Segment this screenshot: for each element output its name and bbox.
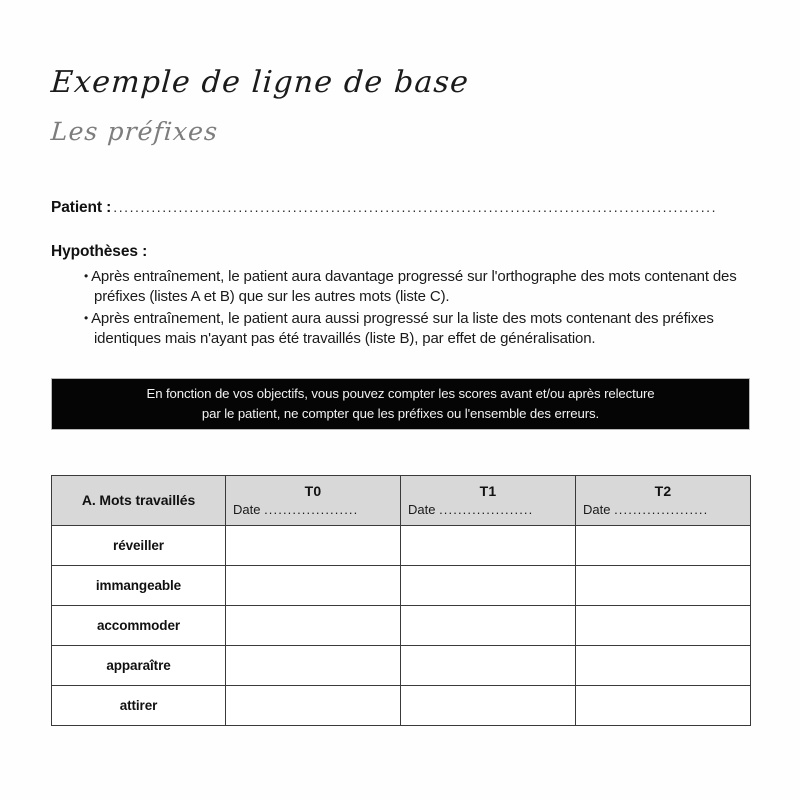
column-header-t2	[576, 476, 751, 526]
column-header-t0-label: T0	[304, 483, 322, 499]
word-cell: attirer	[52, 686, 226, 726]
score-cell-t0[interactable]	[226, 606, 401, 646]
score-cell-t2[interactable]	[576, 566, 751, 606]
bullet-icon: •	[84, 310, 89, 325]
page-subtitle: Les préfixes	[49, 116, 220, 146]
score-cell-t2[interactable]	[576, 606, 751, 646]
score-cell-t1[interactable]	[401, 646, 576, 686]
column-header-t2-label: T2	[654, 483, 672, 499]
patient-label: Patient :	[51, 199, 112, 216]
patient-field-row	[51, 199, 751, 217]
note-banner-line-1: En fonction de vos objectifs, vous pouvez compter les scores avant et/ou après relecture	[146, 385, 655, 401]
page-title: Exemple de ligne de base	[49, 65, 471, 100]
date-fill-in-line: ....................	[264, 502, 359, 517]
word-cell: accommoder	[52, 606, 226, 646]
score-cell-t2[interactable]	[576, 646, 751, 686]
word-cell: immangeable	[52, 566, 226, 606]
score-cell-t1[interactable]	[401, 686, 576, 726]
note-banner-line-2: par le patient, ne compter que les préfixes ou l'ensemble des erreurs.	[201, 406, 600, 421]
table-row	[52, 606, 751, 646]
column-header-t0-date[interactable]	[226, 499, 400, 517]
patient-fill-in-line[interactable]: ...............................................................................................................	[113, 199, 718, 215]
score-cell-t1[interactable]	[401, 526, 576, 566]
column-header-t0	[226, 476, 401, 526]
note-banner	[51, 378, 750, 430]
column-header-t1-date[interactable]	[401, 499, 575, 517]
table-header-row	[52, 476, 751, 526]
hypotheses-section	[51, 243, 757, 351]
score-cell-t0[interactable]	[226, 646, 401, 686]
table-row	[52, 526, 751, 566]
hypotheses-heading: Hypothèses :	[51, 243, 148, 260]
score-cell-t0[interactable]	[226, 526, 401, 566]
table-row	[52, 566, 751, 606]
date-fill-in-line: ....................	[614, 502, 709, 517]
column-header-t1-label: T1	[479, 483, 497, 499]
baseline-score-table	[51, 475, 751, 726]
table-row	[52, 646, 751, 686]
column-header-words	[52, 476, 226, 526]
column-header-words-label: A. Mots travaillés	[81, 492, 196, 508]
title-block	[51, 64, 751, 147]
date-label: Date	[583, 502, 611, 517]
score-cell-t1[interactable]	[401, 566, 576, 606]
word-cell: réveiller	[52, 526, 226, 566]
score-cell-t1[interactable]	[401, 606, 576, 646]
hypothesis-item	[51, 267, 757, 307]
score-cell-t0[interactable]	[226, 566, 401, 606]
table-header	[52, 476, 751, 526]
table-row	[52, 686, 751, 726]
hypothesis-text: Après entraînement, le patient aura aussi progressé sur la liste des mots contenant des préfixes identiques mais n'ayant pas été travaillés (liste B), par effet de généralisation.	[91, 309, 714, 347]
bullet-icon: •	[84, 269, 89, 283]
column-header-t2-date[interactable]	[576, 499, 750, 517]
date-label: Date	[408, 502, 436, 517]
score-cell-t0[interactable]	[226, 686, 401, 726]
score-cell-t2[interactable]	[576, 686, 751, 726]
score-cell-t2[interactable]	[576, 526, 751, 566]
date-fill-in-line: ....................	[439, 502, 534, 517]
word-cell: apparaître	[52, 646, 226, 686]
column-header-t1	[401, 476, 576, 526]
hypothesis-text: Après entraînement, le patient aura davantage progressé sur l'orthographe des mots contenant des préfixes (listes A et B) que sur les autres mots (liste C).	[91, 268, 737, 305]
date-label: Date	[233, 502, 261, 517]
table-body	[52, 526, 751, 726]
hypothesis-item	[51, 309, 757, 349]
